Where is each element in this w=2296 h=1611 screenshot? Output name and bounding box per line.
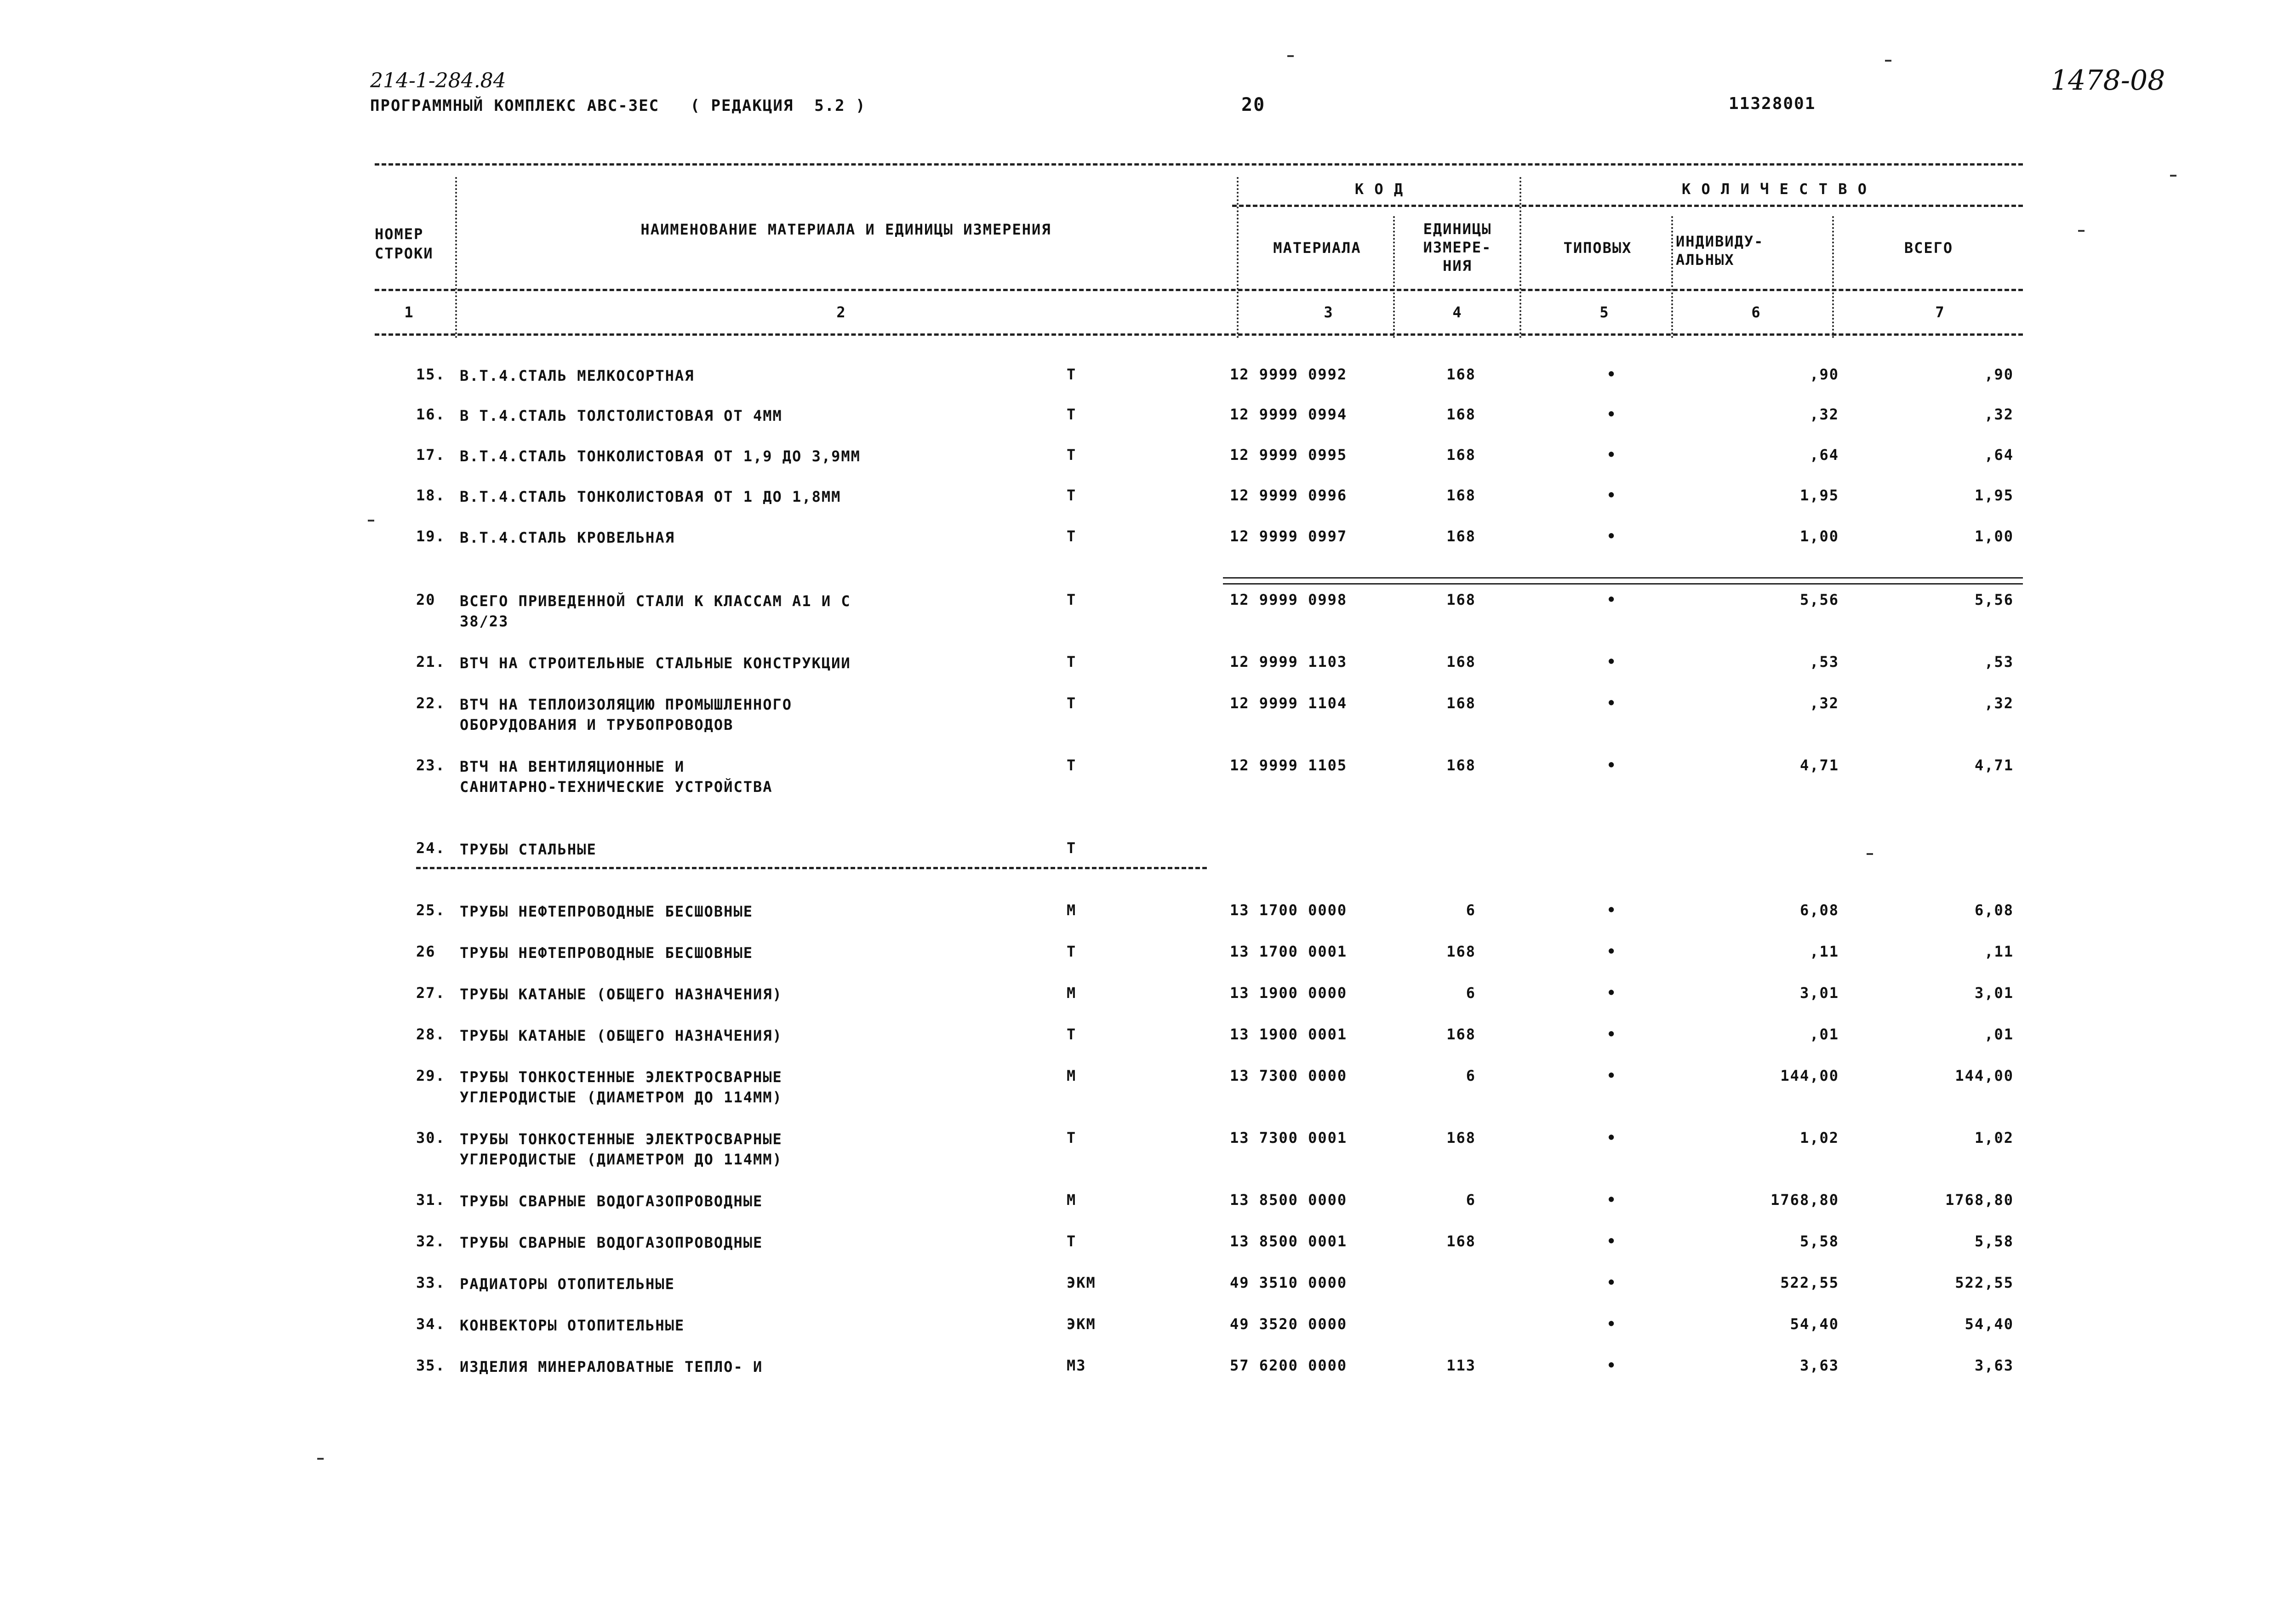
unit-code: 6 (1466, 984, 1476, 1002)
unit-code: 168 (1446, 694, 1476, 712)
col-separator-3 (1393, 216, 1395, 338)
unit: Т (1067, 591, 1077, 608)
unit: Т (1067, 757, 1077, 774)
column-number-5: 5 (1599, 304, 1610, 321)
individual-qty: ,32 (1810, 406, 1839, 423)
material-code: 12 9999 0997 (1230, 527, 1348, 545)
unit: Т (1067, 527, 1077, 545)
header-material-name: НАИМЕНОВАНИЕ МАТЕРИАЛА И ЕДИНИЦЫ ИЗМЕРЕНИЯ (640, 221, 1051, 238)
material-code: 12 9999 0998 (1230, 591, 1348, 608)
column-number-4: 4 (1452, 304, 1462, 321)
unit-code: 168 (1446, 943, 1476, 960)
unit-code: 168 (1446, 446, 1476, 464)
unit: ЭКМ (1067, 1274, 1096, 1291)
individual-qty: 54,40 (1790, 1315, 1839, 1333)
material-code: 12 9999 0995 (1230, 446, 1348, 464)
individual-qty: 5,58 (1799, 1233, 1839, 1250)
material-name: В.Т.4.СТАЛЬ ТОНКОЛИСТОВАЯ ОТ 1,9 ДО 3,9ММ (460, 447, 861, 465)
unit: М (1067, 1067, 1077, 1084)
sheet-mark: 1478-08 (2050, 64, 2165, 97)
total-qty: 4,71 (1974, 757, 2014, 774)
scan-speck (1885, 60, 1891, 62)
column-number-6: 6 (1751, 304, 1761, 321)
material-name: ТРУБЫ СВАРНЫЕ ВОДОГАЗОПРОВОДНЫЕ (460, 1234, 763, 1251)
typical-qty: • (1607, 984, 1617, 1002)
individual-qty: 522,55 (1780, 1274, 1839, 1291)
typical-qty: • (1607, 757, 1617, 774)
header-individual: ИНДИВИДУ- АЛЬНЫХ (1676, 233, 1764, 269)
material-code: 57 6200 0000 (1230, 1357, 1348, 1374)
typical-qty: • (1607, 1274, 1617, 1291)
unit: Т (1067, 446, 1077, 464)
unit-code: 168 (1446, 591, 1476, 608)
row-number: 32. (416, 1233, 445, 1250)
material-code: 12 9999 1103 (1230, 653, 1348, 671)
material-name: ТРУБЫ СТАЛЬНЫЕ (460, 841, 597, 858)
individual-qty: 3,63 (1799, 1357, 1839, 1374)
header-quantity-group: К О Л И Ч Е С Т В О (1681, 180, 1868, 198)
typical-qty: • (1607, 446, 1617, 464)
unit: Т (1067, 943, 1077, 960)
total-qty: ,01 (1984, 1026, 2014, 1043)
total-qty: ,53 (1984, 653, 2014, 671)
total-qty: 144,00 (1955, 1067, 2014, 1084)
material-name: ТРУБЫ СВАРНЫЕ ВОДОГАЗОПРОВОДНЫЕ (460, 1192, 763, 1210)
material-code: 49 3520 0000 (1230, 1315, 1348, 1333)
header-unit-code: ЕДИНИЦЫ ИЗМЕРЕ- НИЯ (1423, 220, 1492, 275)
row-number: 20 (416, 591, 436, 608)
material-name: ИЗДЕЛИЯ МИНЕРАЛОВАТНЫЕ ТЕПЛО- И (460, 1358, 763, 1376)
individual-qty: 5,56 (1799, 591, 1839, 608)
total-qty: 522,55 (1955, 1274, 2014, 1291)
total-qty: 1768,80 (1945, 1191, 2014, 1209)
unit-code: 168 (1446, 757, 1476, 774)
unit-code: 113 (1446, 1357, 1476, 1374)
individual-qty: ,53 (1810, 653, 1839, 671)
col-separator-5 (1671, 216, 1673, 338)
individual-qty: 6,08 (1799, 901, 1839, 919)
material-code: 13 1900 0001 (1230, 1026, 1348, 1043)
typical-qty: • (1607, 943, 1617, 960)
material-name: ВТЧ НА СТРОИТЕЛЬНЫЕ СТАЛЬНЫЕ КОНСТРУКЦИИ (460, 654, 851, 672)
total-qty: 1,02 (1974, 1129, 2014, 1147)
row-number: 29. (416, 1067, 445, 1084)
individual-qty: ,90 (1810, 366, 1839, 383)
material-name: В.Т.4.СТАЛЬ ТОНКОЛИСТОВАЯ ОТ 1 ДО 1,8ММ (460, 488, 841, 505)
material-name: ТРУБЫ ТОНКОСТЕННЫЕ ЭЛЕКТРОСВАРНЫЕ УГЛЕРОДИСТЫЕ (ДИАМЕТРОМ ДО 114ММ) (460, 1130, 782, 1168)
material-name: ВТЧ НА ТЕПЛОИЗОЛЯЦИЮ ПРОМЫШЛЕННОГО ОБОРУДОВАНИЯ И ТРУБОПРОВОДОВ (460, 696, 793, 734)
header-total: ВСЕГО (1904, 239, 1953, 257)
program-title: ПРОГРАММНЫЙ КОМПЛЕКС АВС-ЗЕС ( РЕДАКЦИЯ 5.2 ) (370, 97, 866, 115)
material-name: РАДИАТОРЫ ОТОПИТЕЛЬНЫЕ (460, 1275, 675, 1293)
total-qty: ,32 (1984, 694, 2014, 712)
material-code: 13 7300 0001 (1230, 1129, 1348, 1147)
unit-code: 168 (1446, 653, 1476, 671)
total-qty: ,11 (1984, 943, 2014, 960)
material-name: ТРУБЫ КАТАНЫЕ (ОБЩЕГО НАЗНАЧЕНИЯ) (460, 1027, 782, 1044)
unit-code: 168 (1446, 1026, 1476, 1043)
scan-speck (2170, 175, 2176, 177)
typical-qty: • (1607, 527, 1617, 545)
typical-qty: • (1607, 1026, 1617, 1043)
individual-qty: 1,00 (1799, 527, 1839, 545)
material-code: 12 9999 0996 (1230, 487, 1348, 504)
unit-code: 168 (1446, 366, 1476, 383)
material-code: 49 3510 0000 (1230, 1274, 1348, 1291)
material-code: 12 9999 0994 (1230, 406, 1348, 423)
row-number: 18. (416, 487, 445, 504)
individual-qty: 4,71 (1799, 757, 1839, 774)
document-id: 11328001 (1729, 94, 1816, 113)
individual-qty: ,01 (1810, 1026, 1839, 1043)
material-code: 12 9999 1105 (1230, 757, 1348, 774)
row-number: 19. (416, 527, 445, 545)
unit: М (1067, 901, 1077, 919)
unit-code: 6 (1466, 901, 1476, 919)
column-number-3: 3 (1324, 304, 1334, 321)
unit: Т (1067, 487, 1077, 504)
col-separator-1 (455, 177, 457, 338)
total-qty: 3,63 (1974, 1357, 2014, 1374)
typical-qty: • (1607, 1357, 1617, 1374)
row-number: 31. (416, 1191, 445, 1209)
col-separator-4 (1519, 177, 1521, 338)
unit: Т (1067, 694, 1077, 712)
col-separator-2 (1237, 177, 1239, 338)
individual-qty: 3,01 (1799, 984, 1839, 1002)
column-number-7: 7 (1935, 304, 1945, 321)
material-name: ВТЧ НА ВЕНТИЛЯЦИОННЫЕ И САНИТАРНО-ТЕХНИЧЕСКИЕ УСТРОЙСТВА (460, 758, 773, 796)
row-number: 16. (416, 406, 445, 423)
row-number: 22. (416, 694, 445, 712)
individual-qty: 1,95 (1799, 487, 1839, 504)
row-number: 27. (416, 984, 445, 1002)
material-name: ВСЕГО ПРИВЕДЕННОЙ СТАЛИ К КЛАССАМ А1 И С 38/23 (460, 592, 851, 630)
scan-speck (1867, 853, 1873, 855)
row-number: 35. (416, 1357, 445, 1374)
typical-qty: • (1607, 694, 1617, 712)
material-name: ТРУБЫ НЕФТЕПРОВОДНЫЕ БЕСШОВНЫЕ (460, 903, 753, 920)
unit-code: 168 (1446, 1233, 1476, 1250)
row-number: 26 (416, 943, 436, 960)
material-code: 13 1900 0000 (1230, 984, 1348, 1002)
typical-qty: • (1607, 591, 1617, 608)
material-name: ТРУБЫ КАТАНЫЕ (ОБЩЕГО НАЗНАЧЕНИЯ) (460, 986, 782, 1003)
row-number: 24. (416, 839, 445, 857)
header-row-number: НОМЕР СТРОКИ (375, 225, 434, 262)
typical-qty: • (1607, 406, 1617, 423)
typical-qty: • (1607, 487, 1617, 504)
unit-code: 168 (1446, 1129, 1476, 1147)
col-separator-6 (1832, 216, 1834, 338)
page-number: 20 (1241, 94, 1266, 115)
individual-qty: ,32 (1810, 694, 1839, 712)
material-name: КОНВЕКТОРЫ ОТОПИТЕЛЬНЫЕ (460, 1317, 685, 1334)
typical-qty: • (1607, 366, 1617, 383)
typical-qty: • (1607, 1191, 1617, 1209)
unit: Т (1067, 1026, 1077, 1043)
material-name: В Т.4.СТАЛЬ ТОЛСТОЛИСТОВАЯ ОТ 4ММ (460, 407, 782, 424)
material-code: 13 7300 0000 (1230, 1067, 1348, 1084)
document-code: 214-1-284.84 (370, 69, 506, 92)
unit: ЭКМ (1067, 1315, 1096, 1333)
unit: М (1067, 984, 1077, 1002)
total-qty: 5,56 (1974, 591, 2014, 608)
row-number: 33. (416, 1274, 445, 1291)
section-pipes-rule (416, 867, 1207, 869)
row-number: 25. (416, 901, 445, 919)
code-group-rule (1232, 205, 2023, 207)
header-code-group: К О Д (1354, 180, 1404, 198)
unit: Т (1067, 653, 1077, 671)
typical-qty: • (1607, 1067, 1617, 1084)
column-numbers-rule (375, 333, 2023, 336)
unit-code: 6 (1466, 1067, 1476, 1084)
individual-qty: 144,00 (1780, 1067, 1839, 1084)
row-number: 23. (416, 757, 445, 774)
typical-qty: • (1607, 1233, 1617, 1250)
individual-qty: 1768,80 (1771, 1191, 1839, 1209)
material-code: 13 8500 0000 (1230, 1191, 1348, 1209)
unit: Т (1067, 406, 1077, 423)
total-qty: ,90 (1984, 366, 2014, 383)
total-qty: 3,01 (1974, 984, 2014, 1002)
total-qty: 5,58 (1974, 1233, 2014, 1250)
total-qty: 54,40 (1965, 1315, 2014, 1333)
total-qty: 1,95 (1974, 487, 2014, 504)
unit: Т (1067, 366, 1077, 383)
unit: Т (1067, 1233, 1077, 1250)
row-number: 21. (416, 653, 445, 671)
material-code: 12 9999 1104 (1230, 694, 1348, 712)
total-qty: 1,00 (1974, 527, 2014, 545)
column-number-1: 1 (404, 304, 414, 321)
scan-speck (1287, 55, 1294, 57)
header-bottom-rule (375, 289, 2023, 291)
unit-code: 6 (1466, 1191, 1476, 1209)
column-number-2: 2 (836, 304, 846, 321)
row-number: 28. (416, 1026, 445, 1043)
table-top-rule (375, 163, 2023, 166)
unit-code: 168 (1446, 527, 1476, 545)
material-code: 13 8500 0001 (1230, 1233, 1348, 1250)
unit: М (1067, 1191, 1077, 1209)
header-material-code: МАТЕРИАЛА (1273, 239, 1361, 257)
material-name: ТРУБЫ НЕФТЕПРОВОДНЫЕ БЕСШОВНЫЕ (460, 944, 753, 962)
scan-speck (2078, 230, 2085, 232)
scan-speck (317, 1458, 324, 1460)
row-number: 15. (416, 366, 445, 383)
typical-qty: • (1607, 1315, 1617, 1333)
total-qty: ,32 (1984, 406, 2014, 423)
individual-qty: ,64 (1810, 446, 1839, 464)
row-number: 17. (416, 446, 445, 464)
unit-code: 168 (1446, 406, 1476, 423)
typical-qty: • (1607, 1129, 1617, 1147)
scan-speck (368, 520, 374, 522)
material-name: ТРУБЫ ТОНКОСТЕННЫЕ ЭЛЕКТРОСВАРНЫЕ УГЛЕРОДИСТЫЕ (ДИАМЕТРОМ ДО 114ММ) (460, 1068, 782, 1106)
unit: М3 (1067, 1357, 1086, 1374)
row-number: 34. (416, 1315, 445, 1333)
total-qty: ,64 (1984, 446, 2014, 464)
unit: Т (1067, 1129, 1077, 1147)
material-code: 12 9999 0992 (1230, 366, 1348, 383)
individual-qty: 1,02 (1799, 1129, 1839, 1147)
material-name: В.Т.4.СТАЛЬ МЕЛКОСОРТНАЯ (460, 367, 695, 384)
unit-code: 168 (1446, 487, 1476, 504)
row-number: 30. (416, 1129, 445, 1147)
typical-qty: • (1607, 901, 1617, 919)
header-typical: ТИПОВЫХ (1563, 239, 1632, 257)
material-code: 13 1700 0000 (1230, 901, 1348, 919)
material-name: В.Т.4.СТАЛЬ КРОВЕЛЬНАЯ (460, 529, 675, 546)
individual-qty: ,11 (1810, 943, 1839, 960)
material-code: 13 1700 0001 (1230, 943, 1348, 960)
unit: Т (1067, 839, 1077, 857)
subtotal-double-rule (1223, 577, 2023, 585)
typical-qty: • (1607, 653, 1617, 671)
total-qty: 6,08 (1974, 901, 2014, 919)
